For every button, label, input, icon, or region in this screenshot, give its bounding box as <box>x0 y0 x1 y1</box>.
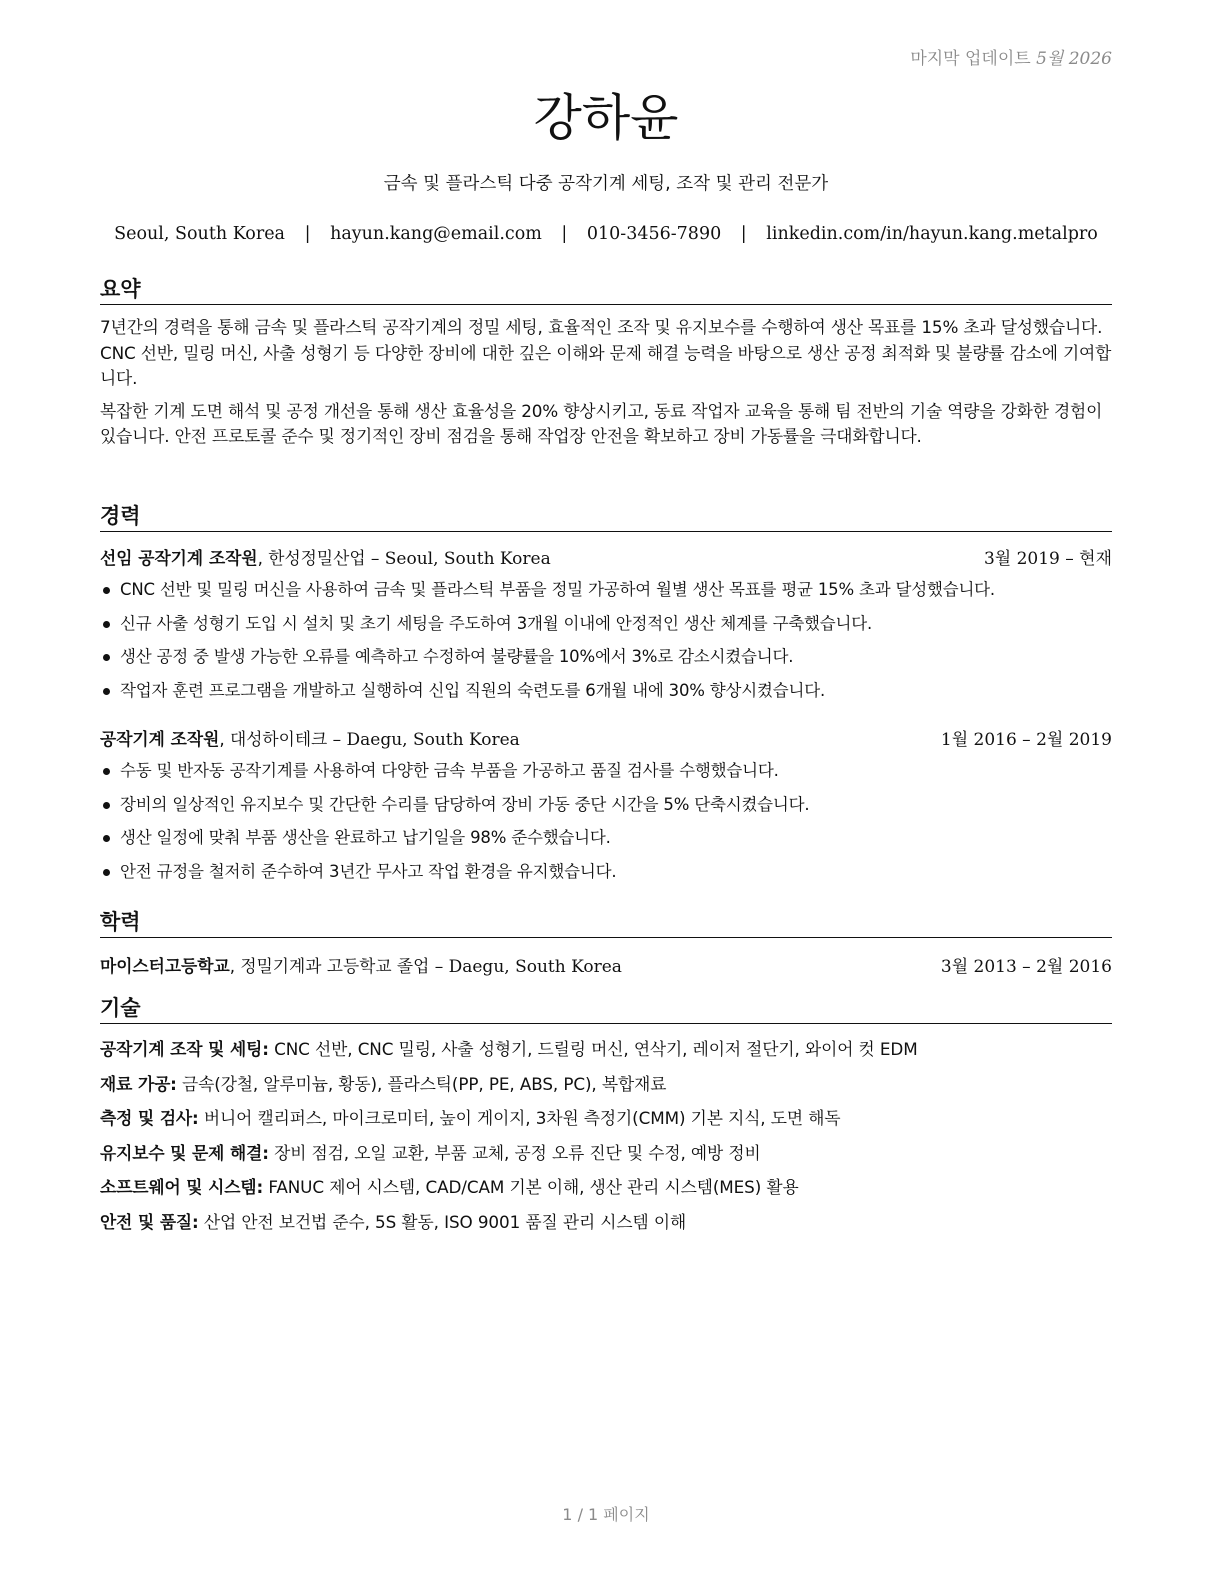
page-number: 1 / 1 페이지 <box>562 1505 650 1524</box>
skills-title: 기술 <box>100 995 1112 1024</box>
education-school: 마이스터고등학교 <box>100 956 230 976</box>
skill-value: FANUC 제어 시스템, CAD/CAM 기본 이해, 생산 관리 시스템(MES) 활용 <box>268 1177 799 1197</box>
headline: 금속 및 플라스틱 다중 공작기계 세팅, 조작 및 관리 전문가 <box>383 174 829 194</box>
skill-value: 버니어 캘리퍼스, 마이크로미터, 높이 게이지, 3차원 측정기(CMM) 기본 지식, 도면 해독 <box>203 1108 841 1128</box>
skill-value: CNC 선반, CNC 밀링, 사출 성형기, 드릴링 머신, 연삭기, 레이저 절단기, 와이어 컷 EDM <box>274 1039 918 1059</box>
contact-separator: | <box>561 224 568 244</box>
education-title: 학력 <box>100 909 1112 938</box>
job-bullet: CNC 선반 및 밀링 머신을 사용하여 금속 및 플라스틱 부품을 정밀 가공하여 월별 생산 목표를 평균 15% 초과 달성했습니다. <box>100 573 1112 607</box>
skill-label: 유지보수 및 문제 해결: <box>100 1142 269 1163</box>
job-bullet: 신규 사출 성형기 도입 시 설치 및 초기 세팅을 주도하여 3개월 이내에 안정적인 생산 체계를 구축했습니다. <box>100 607 1112 641</box>
job-role: 선임 공작기계 조작원 <box>100 548 258 568</box>
skill-row <box>100 1067 1112 1102</box>
job-title-line: 공작기계 조작원, 대성하이테크 – Daegu, South Korea <box>100 729 520 750</box>
skills-list <box>100 1032 1112 1239</box>
skill-row <box>100 1136 1112 1171</box>
job-entry <box>100 544 1112 707</box>
job-header <box>100 725 1112 750</box>
candidate-name: 강하윤 <box>533 89 679 147</box>
skill-value: 장비 점검, 오일 교환, 부품 교체, 공정 오류 진단 및 수정, 예방 정비 <box>274 1142 761 1163</box>
skill-value: 산업 안전 보건법 준수, 5S 활동, ISO 9001 품질 관리 시스템 이해 <box>203 1211 687 1232</box>
job-bullet: 안전 규정을 철저히 준수하여 3년간 무사고 작업 환경을 유지했습니다. <box>100 855 1112 889</box>
job-bullet: 장비의 일상적인 유지보수 및 간단한 수리를 담당하여 장비 가동 중단 시간을 5% 단축시켰습니다. <box>100 788 1112 822</box>
job-title-line: 선임 공작기계 조작원, 한성정밀산업 – Seoul, South Korea <box>100 548 551 569</box>
job-bullets <box>100 573 1112 707</box>
contact-phone: 010-3456-7890 <box>586 224 722 244</box>
job-bullet: 생산 일정에 맞춰 부품 생산을 완료하고 납기일을 98% 준수했습니다. <box>100 821 1112 855</box>
education-line: 마이스터고등학교, 정밀기계과 고등학교 졸업 – Daegu, South Korea <box>100 956 622 977</box>
job-company: 대성하이테크 <box>230 729 328 749</box>
contact-separator: | <box>304 224 311 244</box>
job-bullets <box>100 754 1112 888</box>
last-updated <box>910 44 1112 69</box>
education-location: Daegu, South Korea <box>448 957 622 977</box>
job-dates: 1월 2016 – 2월 2019 <box>940 730 1112 750</box>
contact-linkedin[interactable]: linkedin.com/in/hayun.kang.metalpro <box>766 224 1098 244</box>
last-updated-date: 5월 2026 <box>1036 49 1112 69</box>
job-role: 공작기계 조작원 <box>100 729 220 749</box>
contact-location: Seoul, South Korea <box>114 224 285 244</box>
job-location: Seoul, South Korea <box>384 549 551 569</box>
skill-row <box>100 1032 1112 1067</box>
resume-page <box>100 0 1112 1584</box>
experience-section <box>100 503 1112 888</box>
summary-title: 요약 <box>100 276 1112 305</box>
skill-row <box>100 1101 1112 1136</box>
skill-value: 금속(강철, 알루미늄, 황동), 플라스틱(PP, PE, ABS, PC), 복합재료 <box>182 1073 667 1094</box>
skill-label: 재료 가공: <box>100 1073 177 1094</box>
job-bullet: 작업자 훈련 프로그램을 개발하고 실행하여 신입 직원의 숙련도를 6개월 내에 30% 향상시켰습니다. <box>100 674 1112 708</box>
summary-paragraph: 복잡한 기계 도면 해석 및 공정 개선을 통해 생산 효율성을 20% 향상시키고, 동료 작업자 교육을 통해 팀 전반의 기술 역량을 강화한 경험이 있습니다. 안전 프로토콜 준수 및 정기적인 장비 점검을 통해 작업장 안전을 확보하고 장비 가동률을 극대화합니다. <box>100 400 1103 446</box>
job-header <box>100 544 1112 569</box>
skills-section <box>100 995 1112 1239</box>
last-updated-label: 마지막 업데이트 <box>910 49 1031 69</box>
skill-row <box>100 1170 1112 1205</box>
education-section <box>100 909 1112 977</box>
education-dates: 3월 2013 – 2월 2016 <box>940 957 1112 977</box>
job-bullet: 수동 및 반자동 공작기계를 사용하여 다양한 금속 부품을 가공하고 품질 검사를 수행했습니다. <box>100 754 1112 788</box>
contact-email[interactable]: hayun.kang@email.com <box>330 224 542 244</box>
skill-label: 안전 및 품질: <box>100 1211 199 1232</box>
job-dates: 3월 2019 – 현재 <box>983 549 1112 569</box>
skill-label: 공작기계 조작 및 세팅: <box>100 1039 269 1059</box>
skill-row <box>100 1205 1112 1240</box>
experience-title: 경력 <box>100 503 1112 532</box>
summary-paragraph: 7년간의 경력을 통해 금속 및 플라스틱 공작기계의 정밀 세팅, 효율적인 조작 및 유지보수를 수행하여 생산 목표를 15% 초과 달성했습니다. CNC 선반, 밀링 머신, 사출 성형기 등 다양한 장비에 대한 깊은 이해와 문제 해결 능력을 바탕으로 생산 공정 최적화 및 불량률 감소에 기여합니다. <box>100 317 1112 388</box>
contact-separator: | <box>740 224 747 244</box>
job-bullet: 생산 공정 중 발생 가능한 오류를 예측하고 수정하여 불량률을 10%에서 3%로 감소시켰습니다. <box>100 640 1112 674</box>
education-entry <box>100 952 1112 977</box>
skill-label: 소프트웨어 및 시스템: <box>100 1177 264 1197</box>
job-entry <box>100 725 1112 888</box>
skill-label: 측정 및 검사: <box>100 1108 199 1128</box>
education-degree: 정밀기계과 고등학교 졸업 <box>240 956 430 976</box>
summary-section <box>100 276 1112 450</box>
contact-line <box>100 224 1112 244</box>
job-location: Daegu, South Korea <box>346 730 520 750</box>
job-company: 한성정밀산업 <box>268 548 366 568</box>
